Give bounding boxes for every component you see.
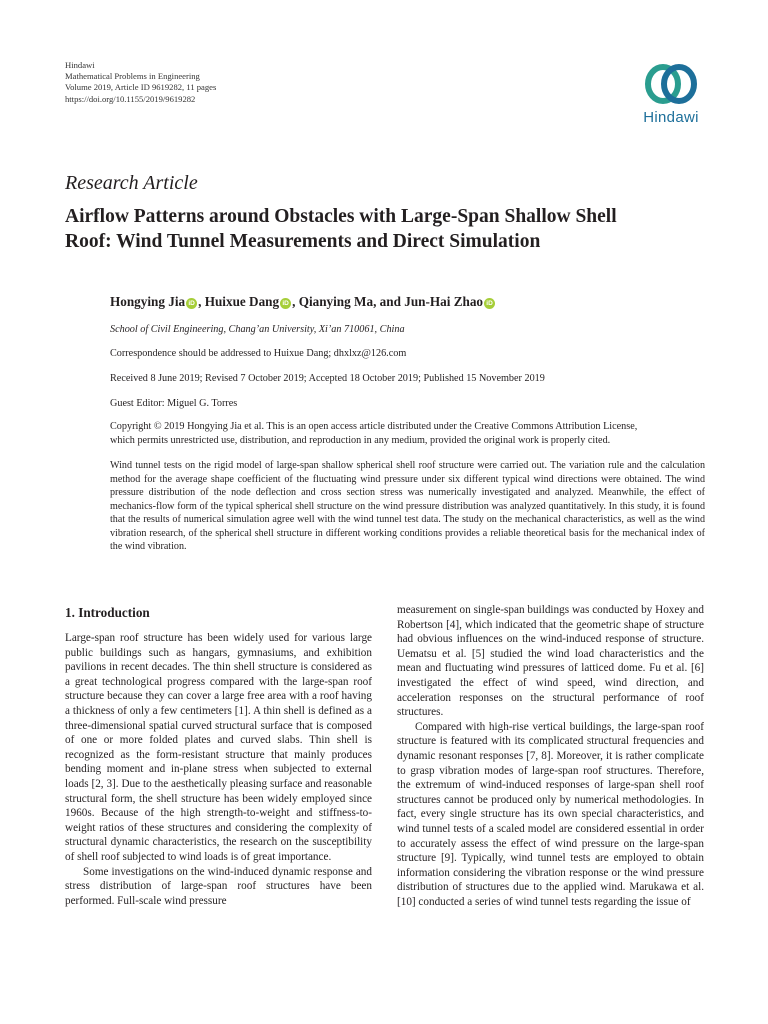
guest-editor: Guest Editor: Miguel G. Torres xyxy=(110,398,238,409)
copyright-notice xyxy=(110,420,637,447)
paragraph: Large-span roof structure has been widely used for various large public buildings such as hangars, gymnasiums, and exhibition pavilions in recent decades. The thin shell structure is considered as a great technological progress compared with the large-span roof structure because they can cover a large free area with a roof having a thickness of only a few centimeters [1]. A thin shell is defined as a three-dimensional spatial curved structural surface that is composed of one or more folded plates and curved slabs. Thin shell is recognized as the form-resistant structure that mainly produces bending moment and in-plane stress when subjected to external loads [2, 3]. Due to the aesthetically pleasing surface and reasonable structural form, the shell structure has been widely employed since 1960s. Because of the high strength-to-weight and stiffness-to-weight ratios of these structures and considering the complexity of structural dynamic characteristics, the research on the susceptibility of shell roof subjected to wind loads is of great importance. xyxy=(65,632,372,863)
author-name[interactable]: Jun-Hai Zhao xyxy=(404,294,484,309)
section-heading: 1. Introduction xyxy=(65,605,150,620)
journal-name: Mathematical Problems in Engineering xyxy=(65,71,200,82)
doi-link[interactable]: https://doi.org/10.1155/2019/9619282 xyxy=(65,93,196,104)
title-line: Roof: Wind Tunnel Measurements and Direct Simulation xyxy=(65,231,541,252)
left-column xyxy=(65,631,372,908)
right-column xyxy=(397,603,704,909)
publisher-name: Hindawi xyxy=(65,60,95,70)
orcid-id-icon[interactable]: iD xyxy=(484,298,495,309)
author-separator: , and xyxy=(373,294,405,309)
paragraph: measurement on single-span buildings was conducted by Hoxey and Robertson [4], which indicated that the geometric shape of structure had obvious influences on the wind-induced response of structure. Uematsu et al. [5] studied the wind load characteristics and the mean and fluctuating wind pressures of latticed dome. Fu et al. [6] investigated the effect of wind speed, wind direction, and acceleration responses on the structural performance of roof structures. xyxy=(397,604,704,719)
copyright-line: which permits unrestricted use, distribution, and reproduction in any medium, provided the original work is properly cited. xyxy=(110,434,611,446)
author-name[interactable]: Hongying Jia xyxy=(110,294,186,309)
paragraph: Compared with high-rise vertical buildings, the large-span roof structure is featured with its complicated structural frequencies and dynamic resonant responses [7, 8]. Moreover, it is rather complicate to grasp vibration modes of large-span roof structures. Therefore, the extremum of wind-induced responses of large-span shell roof structures cannot be produced only by numerical methodologies. In fact, every single structure has its own special characteristics, and wind tunnel tests of a scaled model are considered essential in order to accurately assess the effect of wind pressure on the large-span structure [9]. Typically, wind tunnel tests are employed to obtain information considering the vibration response or the wind pressure distribution of structures due to the applied wind. Marukawa et al. [10] conducted a series of wind tunnel tests regarding the issue of xyxy=(397,720,704,908)
article-title xyxy=(65,204,725,254)
orcid-id-icon[interactable]: iD xyxy=(186,298,197,309)
author-separator: , xyxy=(198,294,205,309)
paragraph: Some investigations on the wind-induced dynamic response and stress distribution of large-span roof structures have been performed. Full-scale wind pressure xyxy=(65,865,372,907)
article-type: Research Article xyxy=(65,172,198,194)
author-name[interactable]: Qianying Ma xyxy=(298,294,374,309)
hindawi-logo xyxy=(630,60,712,126)
copyright-line: Copyright © 2019 Hongying Jia et al. This is an open access article distributed under the Creative Commons Attribution License, xyxy=(110,421,638,432)
journal-info xyxy=(65,60,216,105)
abstract: Wind tunnel tests on the rigid model of large-span shallow spherical shell roof structure were carried out. The variation rule and the calculation method for the average shape coefficient of the fluctuating wind pressure under six different typical wind directions were obtained. The wind pressure distribution of the node deflection and cross section stress was numerically investigated and analyzed. Meanwhile, the effect of mechanics-flow form of the typical spherical shell structure on the wind pressure distribution was analyzed quantitatively. In this study, it is found that the results of numerical simulation agree well with the wind tunnel test data. The study on the mechanical characteristics, as well as the wind vibration research, of the spherical shell structure in different working conditions provides a reliable theoretical basis for the mechanical index of the wind vibration. xyxy=(110,460,705,552)
correspondence: Correspondence should be addressed to Huixue Dang; dhxlxz@126.com xyxy=(110,348,407,359)
affiliation: School of Civil Engineering, Chang’an University, Xi’an 710061, China xyxy=(110,324,405,335)
orcid-id-icon[interactable]: iD xyxy=(280,298,291,309)
title-line: Airflow Patterns around Obstacles with Large-Span Shallow Shell xyxy=(65,206,617,227)
hindawi-rings-icon xyxy=(641,60,701,108)
author-list xyxy=(110,294,496,310)
volume-info: Volume 2019, Article ID 9619282, 11 pages xyxy=(65,82,217,93)
author-name[interactable]: Huixue Dang xyxy=(204,294,280,309)
author-separator: , xyxy=(292,294,299,309)
publication-dates: Received 8 June 2019; Revised 7 October 2019; Accepted 18 October 2019; Published 15 November 2019 xyxy=(110,373,545,384)
logo-wordmark: Hindawi xyxy=(643,109,699,126)
